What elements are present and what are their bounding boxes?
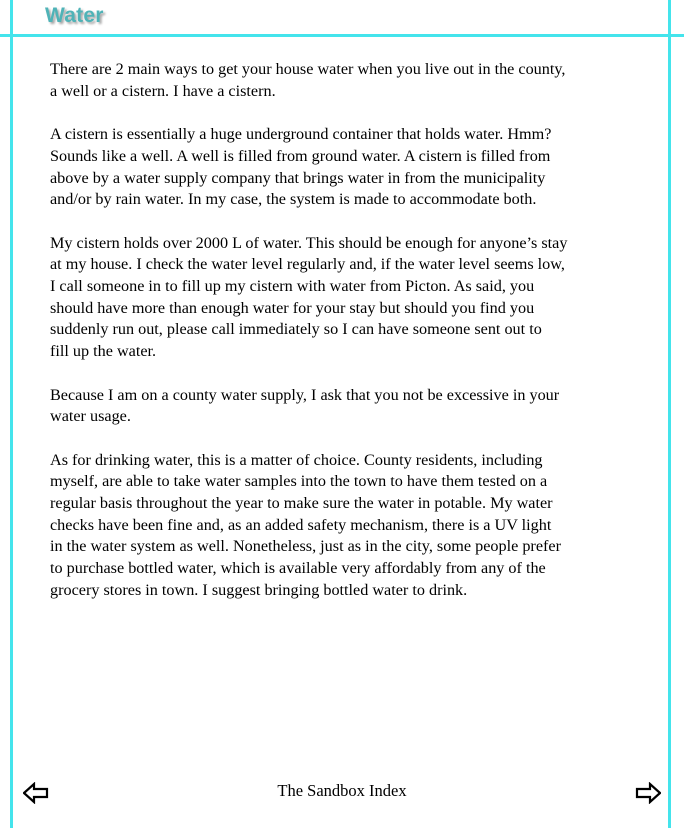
sandbox-index-link[interactable]: The Sandbox Index bbox=[277, 781, 407, 800]
content-area bbox=[50, 59, 640, 623]
paragraph-cistern-definition: A cistern is essentially a huge underground container that holds water. Hmm? Sounds like a well. A well is filled from ground water. A cistern is filled from above by a water supply company that brings water in from the municipality and/or by rain water. In my case, the system is made to accommodate both. bbox=[50, 125, 552, 209]
right-border-line bbox=[668, 0, 671, 828]
header-border-line bbox=[0, 34, 684, 37]
next-page-button[interactable] bbox=[635, 782, 661, 804]
paragraph-intro: There are 2 main ways to get your house water when you live out in the county, a well or a cistern. I have a cistern. bbox=[50, 60, 566, 100]
footer bbox=[0, 781, 684, 801]
page-title: Water bbox=[45, 4, 104, 27]
paragraph-cistern-capacity: My cistern holds over 2000 L of water. This should be enough for anyone’s stay at my house. I check the water level regularly and, if the water level seems low, I call someone in to fill up my cistern with water from Picton. As said, you should have more than enough water for your stay but should you find you suddenly run out, please call immediately so I can have someone sent out to fill up the water. bbox=[50, 233, 568, 361]
paragraph-water-usage: Because I am on a county water supply, I ask that you not be excessive in your water usage. bbox=[50, 385, 560, 426]
arrow-right-icon bbox=[635, 782, 661, 804]
left-border-line bbox=[10, 0, 13, 828]
paragraph-drinking-water: As for drinking water, this is a matter of choice. County residents, including myself, are able to take water samples into the town to have them tested on a regular basis throughout the year to make sure the water in potable. My water checks have been fine and, as an added safety mechanism, there is a UV light in the water system as well. Nonetheless, just as in the city, some people prefer to purchase bottled water, which is available very affordably from any of the grocery stores in town. I suggest bringing bottled water to drink. bbox=[50, 450, 561, 599]
